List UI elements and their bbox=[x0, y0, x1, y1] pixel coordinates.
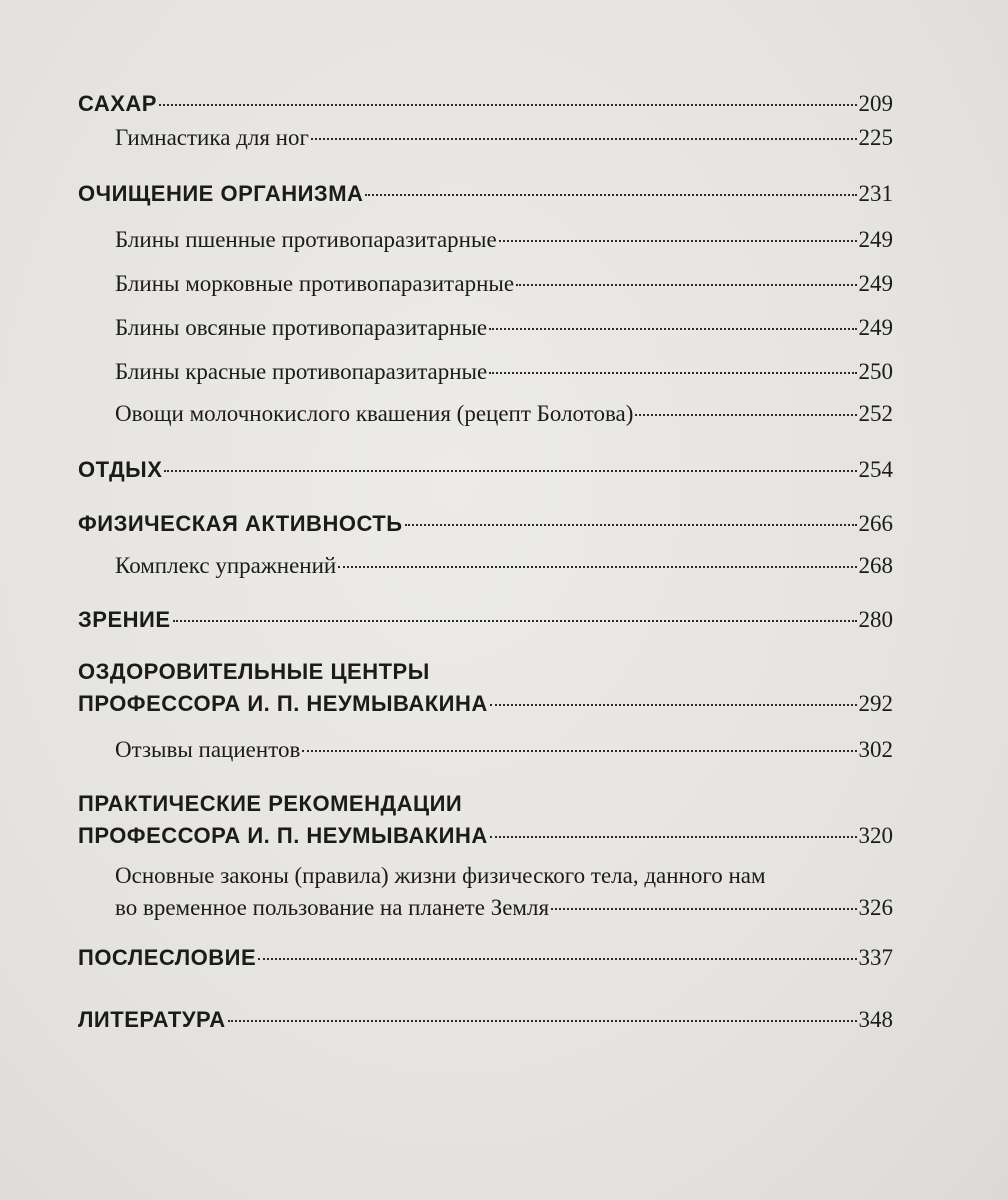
toc-page-number: 266 bbox=[858, 511, 893, 536]
toc-entry-exercise-complex[interactable] bbox=[78, 550, 893, 582]
toc-entry-rest[interactable] bbox=[78, 454, 893, 486]
toc-entry-physical-activity[interactable] bbox=[78, 508, 893, 540]
toc-page-number: 209 bbox=[858, 91, 893, 116]
toc-entry-vision[interactable] bbox=[78, 604, 893, 636]
toc-page-number: 292 bbox=[858, 691, 893, 716]
dot-leader bbox=[311, 138, 857, 140]
toc-page-number: 231 bbox=[858, 181, 893, 206]
dot-leader bbox=[228, 1020, 857, 1022]
toc-section-title: ФИЗИЧЕСКАЯ АКТИВНОСТЬ bbox=[78, 511, 403, 536]
toc-page-number: 254 bbox=[858, 457, 893, 482]
toc-page-number: 302 bbox=[858, 737, 893, 762]
dot-leader bbox=[365, 194, 856, 196]
toc-entry-health-centers[interactable] bbox=[78, 656, 893, 720]
toc-section-title: ОТДЫХ bbox=[78, 457, 163, 482]
toc-section-title: ЛИТЕРАТУРА bbox=[78, 1007, 226, 1032]
toc-subsection-title: Блины морковные противопаразитарные bbox=[115, 271, 515, 296]
dot-leader bbox=[489, 372, 856, 374]
toc-subsection-title-row bbox=[115, 892, 893, 924]
toc-entry-fermented-vegetables[interactable] bbox=[78, 398, 893, 430]
toc-page-number: 320 bbox=[858, 823, 893, 848]
toc-page-number: 250 bbox=[858, 359, 893, 384]
toc-page-number: 337 bbox=[858, 945, 893, 970]
toc-entry-oat-pancakes[interactable] bbox=[78, 312, 893, 344]
toc-page-number: 280 bbox=[858, 607, 893, 632]
toc-subsection-title-line2: во временное пользование на планете Земля bbox=[115, 895, 550, 920]
dot-leader bbox=[405, 524, 857, 526]
dot-leader bbox=[490, 704, 857, 706]
toc-page-number: 225 bbox=[858, 125, 893, 150]
toc-entry-patient-reviews[interactable] bbox=[78, 734, 893, 766]
toc-page-number: 249 bbox=[858, 271, 893, 296]
toc-subsection-title: Отзывы пациентов bbox=[115, 737, 301, 762]
toc-entry-millet-pancakes[interactable] bbox=[78, 224, 893, 256]
toc-page-number: 249 bbox=[858, 227, 893, 252]
toc-section-title-line2: ПРОФЕССОРА И. П. НЕУМЫВАКИНА bbox=[78, 823, 488, 848]
toc-entry-basic-laws[interactable] bbox=[78, 860, 893, 924]
dot-leader bbox=[258, 958, 856, 960]
dot-leader bbox=[516, 284, 856, 286]
toc-section-title: ПОСЛЕСЛОВИЕ bbox=[78, 945, 257, 970]
toc-section-title-row bbox=[78, 820, 893, 852]
toc-entry-leg-gymnastics[interactable] bbox=[78, 122, 893, 154]
toc-subsection-title: Комплекс упражнений bbox=[115, 553, 337, 578]
toc-page-number: 268 bbox=[858, 553, 893, 578]
dot-leader bbox=[635, 414, 856, 416]
toc-page-number: 252 bbox=[858, 401, 893, 426]
toc-entry-practical-recommendations[interactable] bbox=[78, 788, 893, 852]
toc-subsection-title: Блины пшенные противопаразитарные bbox=[115, 227, 497, 252]
toc-section-title-line1: ОЗДОРОВИТЕЛЬНЫЕ ЦЕНТРЫ bbox=[78, 659, 430, 684]
toc-subsection-title: Блины овсяные противопаразитарные bbox=[115, 315, 488, 340]
dot-leader bbox=[159, 104, 857, 106]
toc-entry-carrot-pancakes[interactable] bbox=[78, 268, 893, 300]
dot-leader bbox=[489, 328, 856, 330]
toc-section-title-line1: ПРАКТИЧЕСКИЕ РЕКОМЕНДАЦИИ bbox=[78, 791, 463, 816]
toc-page-number: 348 bbox=[858, 1007, 893, 1032]
dot-leader bbox=[490, 836, 857, 838]
toc-section-title: САХАР bbox=[78, 91, 157, 116]
dot-leader bbox=[164, 470, 856, 472]
toc-section-title-row bbox=[78, 688, 893, 720]
toc-section-title-line2: ПРОФЕССОРА И. П. НЕУМЫВАКИНА bbox=[78, 691, 488, 716]
toc-subsection-title: Гимнастика для ног bbox=[115, 125, 309, 150]
dot-leader bbox=[551, 908, 856, 910]
toc-page-number: 249 bbox=[858, 315, 893, 340]
toc-subsection-title: Овощи молочнокислого квашения (рецепт Болотова) bbox=[115, 401, 634, 426]
toc-entry-literature[interactable] bbox=[78, 1004, 893, 1036]
toc-section-title: ЗРЕНИЕ bbox=[78, 607, 171, 632]
dot-leader bbox=[302, 750, 856, 752]
toc-entry-body-cleansing[interactable] bbox=[78, 178, 893, 210]
toc-page-number: 326 bbox=[858, 895, 893, 920]
toc-section-title: ОЧИЩЕНИЕ ОРГАНИЗМА bbox=[78, 181, 364, 206]
toc-subsection-title-line1: Основные законы (правила) жизни физического тела, данного нам bbox=[115, 863, 766, 888]
toc-subsection-title: Блины красные противопаразитарные bbox=[115, 359, 488, 384]
toc-entry-sugar[interactable] bbox=[78, 88, 893, 120]
toc-entry-red-pancakes[interactable] bbox=[78, 356, 893, 388]
dot-leader bbox=[338, 566, 856, 568]
dot-leader bbox=[499, 240, 857, 242]
toc-entry-afterword[interactable] bbox=[78, 942, 893, 974]
dot-leader bbox=[173, 620, 857, 622]
